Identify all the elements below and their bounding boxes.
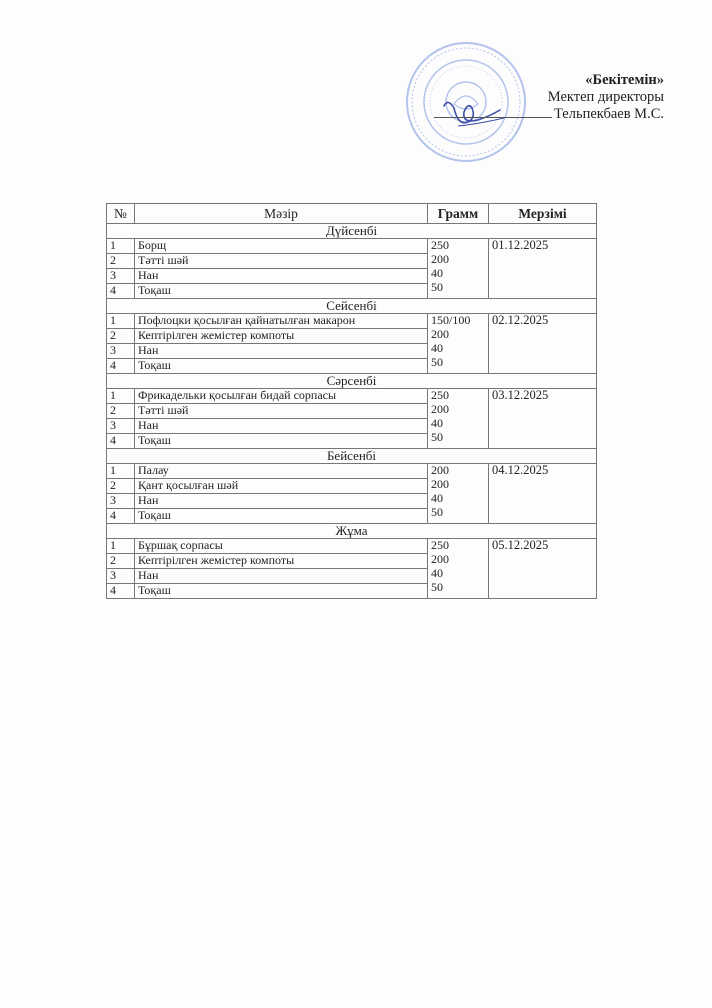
day-name: Сейсенбі: [107, 299, 597, 314]
day-name: Жұма: [107, 524, 597, 539]
item-number: 4: [107, 359, 135, 374]
item-number: 3: [107, 569, 135, 584]
item-name: Тәтті шәй: [135, 254, 428, 269]
item-number: 3: [107, 419, 135, 434]
item-name: Нан: [135, 494, 428, 509]
item-name: Қант қосылған шәй: [135, 479, 428, 494]
item-name: Бұршақ сорпасы: [135, 539, 428, 554]
header-num: №: [107, 204, 135, 224]
item-name: Тәтті шәй: [135, 404, 428, 419]
item-number: 1: [107, 389, 135, 404]
item-number: 1: [107, 464, 135, 479]
table-header-row: [107, 204, 597, 224]
item-name: Пофлоцки қосылған қайнатылған макарон: [135, 314, 428, 329]
item-number: 4: [107, 284, 135, 299]
approval-title: «Бекітемін»: [585, 72, 664, 88]
item-number: 4: [107, 509, 135, 524]
item-number: 2: [107, 479, 135, 494]
gram-value: 40: [431, 416, 443, 430]
item-number: 1: [107, 314, 135, 329]
gram-value: 40: [431, 341, 443, 355]
date-cell: 04.12.2025: [489, 464, 597, 524]
gram-value: 200: [431, 327, 449, 341]
gram-value: 50: [431, 355, 443, 369]
item-name: Палау: [135, 464, 428, 479]
table-row: [107, 389, 597, 404]
day-name: Сәрсенбі: [107, 374, 597, 389]
day-name: Бейсенбі: [107, 449, 597, 464]
gram-cell: [428, 314, 489, 374]
gram-cell: [428, 464, 489, 524]
date-cell: 05.12.2025: [489, 539, 597, 599]
header-gram: Грамм: [428, 204, 489, 224]
table-row: [107, 464, 597, 479]
gram-value: 40: [431, 491, 443, 505]
item-number: 3: [107, 269, 135, 284]
gram-value: 200: [431, 552, 449, 566]
gram-value: 40: [431, 266, 443, 280]
gram-value: 200: [431, 402, 449, 416]
gram-value: 250: [431, 538, 449, 552]
item-number: 3: [107, 344, 135, 359]
gram-value: 50: [431, 505, 443, 519]
gram-value: 50: [431, 280, 443, 294]
item-name: Нан: [135, 569, 428, 584]
table-row: [107, 539, 597, 554]
header-date: Мерзімі: [489, 204, 597, 224]
item-name: Кептірілген жемістер компоты: [135, 554, 428, 569]
day-name: Дүйсенбі: [107, 224, 597, 239]
item-name: Нан: [135, 344, 428, 359]
item-name: Тоқаш: [135, 584, 428, 599]
item-name: Тоқаш: [135, 509, 428, 524]
item-name: Нан: [135, 269, 428, 284]
gram-value: 250: [431, 238, 449, 252]
date-cell: 02.12.2025: [489, 314, 597, 374]
day-row: [107, 224, 597, 239]
menu-table: [106, 203, 597, 599]
menu-table-body: [107, 224, 597, 599]
item-number: 4: [107, 434, 135, 449]
item-name: Тоқаш: [135, 284, 428, 299]
gram-value: 200: [431, 477, 449, 491]
approval-name: Тельпекбаев М.С.: [553, 106, 664, 122]
item-name: Фрикадельки қосылған бидай сорпасы: [135, 389, 428, 404]
item-number: 3: [107, 494, 135, 509]
day-row: [107, 449, 597, 464]
item-number: 1: [107, 239, 135, 254]
approval-position: Мектеп директоры: [547, 89, 664, 105]
item-number: 2: [107, 404, 135, 419]
day-row: [107, 374, 597, 389]
gram-cell: [428, 239, 489, 299]
day-row: [107, 524, 597, 539]
gram-value: 150/100: [431, 313, 471, 327]
date-cell: 03.12.2025: [489, 389, 597, 449]
gram-value: 250: [431, 388, 449, 402]
item-number: 2: [107, 329, 135, 344]
item-name: Тоқаш: [135, 359, 428, 374]
table-row: [107, 239, 597, 254]
item-name: Нан: [135, 419, 428, 434]
signature-line: [434, 107, 552, 118]
gram-cell: [428, 389, 489, 449]
approval-block: [434, 72, 664, 123]
gram-value: 40: [431, 566, 443, 580]
item-number: 4: [107, 584, 135, 599]
item-number: 1: [107, 539, 135, 554]
item-name: Кептірілген жемістер компоты: [135, 329, 428, 344]
item-number: 2: [107, 254, 135, 269]
item-name: Борщ: [135, 239, 428, 254]
gram-value: 200: [431, 463, 449, 477]
gram-value: 50: [431, 580, 443, 594]
day-row: [107, 299, 597, 314]
gram-value: 50: [431, 430, 443, 444]
table-row: [107, 314, 597, 329]
gram-cell: [428, 539, 489, 599]
item-number: 2: [107, 554, 135, 569]
item-name: Тоқаш: [135, 434, 428, 449]
date-cell: 01.12.2025: [489, 239, 597, 299]
gram-value: 200: [431, 252, 449, 266]
header-menu: Мәзір: [135, 204, 428, 224]
